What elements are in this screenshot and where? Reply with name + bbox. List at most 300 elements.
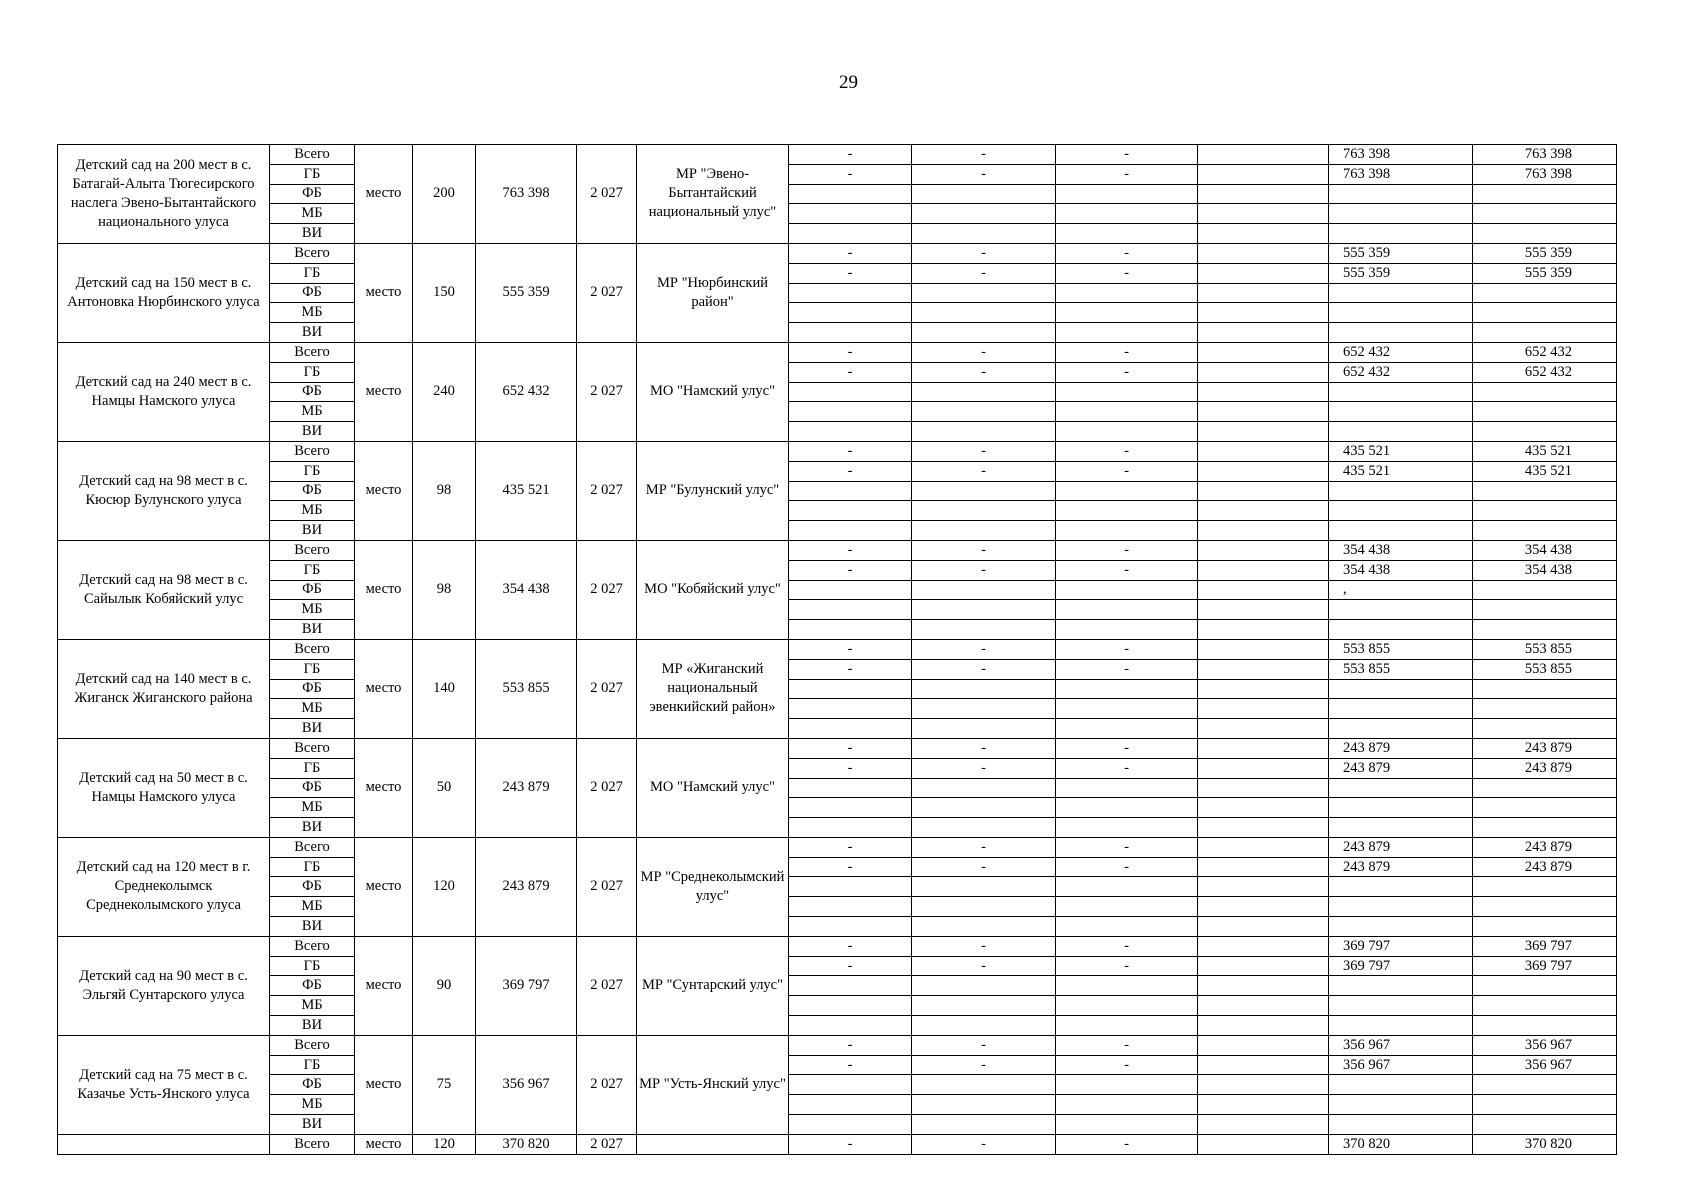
project-name: Детский сад на 140 мест в с. Жиганск Жиганского района bbox=[58, 639, 270, 738]
funding-source: Всего bbox=[270, 243, 355, 263]
value-cell bbox=[912, 402, 1056, 422]
value-cell: 356 967 bbox=[1329, 1055, 1473, 1075]
unit: место bbox=[355, 1134, 413, 1154]
value-cell bbox=[1198, 1134, 1329, 1154]
funding-source: МБ bbox=[270, 303, 355, 323]
funding-source: ГБ bbox=[270, 164, 355, 184]
value-cell bbox=[1056, 521, 1198, 541]
value-cell: - bbox=[789, 936, 912, 956]
value-cell: 370 820 bbox=[1473, 1134, 1617, 1154]
value-cell bbox=[1056, 382, 1198, 402]
value-cell: 763 398 bbox=[1473, 145, 1617, 165]
table-row bbox=[58, 362, 1617, 382]
value-cell bbox=[1198, 837, 1329, 857]
value-cell: - bbox=[912, 461, 1056, 481]
year: 2 027 bbox=[577, 342, 637, 441]
value-cell: 763 398 bbox=[1329, 164, 1473, 184]
value-cell bbox=[912, 323, 1056, 343]
value-cell bbox=[789, 719, 912, 739]
table-row bbox=[58, 600, 1617, 620]
table-row bbox=[58, 481, 1617, 501]
value-cell: 356 967 bbox=[1473, 1055, 1617, 1075]
value-cell: 243 879 bbox=[1473, 758, 1617, 778]
table-row bbox=[58, 283, 1617, 303]
capacity: 120 bbox=[413, 837, 476, 936]
value-cell: - bbox=[1056, 659, 1198, 679]
value-cell bbox=[789, 699, 912, 719]
value-cell: - bbox=[1056, 956, 1198, 976]
cost: 553 855 bbox=[476, 639, 577, 738]
value-cell bbox=[1473, 283, 1617, 303]
value-cell: - bbox=[912, 936, 1056, 956]
value-cell bbox=[789, 798, 912, 818]
table-row bbox=[58, 303, 1617, 323]
value-cell bbox=[1198, 1055, 1329, 1075]
table-row bbox=[58, 461, 1617, 481]
value-cell: 652 432 bbox=[1329, 342, 1473, 362]
value-cell bbox=[1056, 996, 1198, 1016]
value-cell bbox=[912, 996, 1056, 1016]
project-name: Детский сад на 240 мест в с. Намцы Намского улуса bbox=[58, 342, 270, 441]
value-cell bbox=[1198, 996, 1329, 1016]
value-cell bbox=[1329, 323, 1473, 343]
value-cell bbox=[1198, 540, 1329, 560]
value-cell: 356 967 bbox=[1329, 1035, 1473, 1055]
table-row bbox=[58, 204, 1617, 224]
value-cell bbox=[912, 283, 1056, 303]
value-cell bbox=[1329, 917, 1473, 937]
value-cell bbox=[1198, 501, 1329, 521]
value-cell bbox=[1198, 263, 1329, 283]
value-cell: 652 432 bbox=[1329, 362, 1473, 382]
value-cell: 369 797 bbox=[1329, 956, 1473, 976]
value-cell bbox=[789, 303, 912, 323]
table-row bbox=[58, 639, 1617, 659]
value-cell bbox=[1198, 441, 1329, 461]
value-cell bbox=[1198, 481, 1329, 501]
value-cell bbox=[912, 580, 1056, 600]
year: 2 027 bbox=[577, 837, 637, 936]
value-cell bbox=[1198, 402, 1329, 422]
value-cell bbox=[789, 283, 912, 303]
funding-source: ГБ bbox=[270, 461, 355, 481]
funding-source: ГБ bbox=[270, 956, 355, 976]
value-cell bbox=[789, 184, 912, 204]
value-cell bbox=[1329, 778, 1473, 798]
value-cell: 555 359 bbox=[1329, 243, 1473, 263]
funding-source: ФБ bbox=[270, 382, 355, 402]
table-row bbox=[58, 1016, 1617, 1036]
value-cell bbox=[1329, 699, 1473, 719]
table-row bbox=[58, 699, 1617, 719]
table-row bbox=[58, 956, 1617, 976]
table-row bbox=[58, 1035, 1617, 1055]
funding-source: ГБ bbox=[270, 857, 355, 877]
project-name: Детский сад на 98 мест в с. Сайылык Кобяйский улус bbox=[58, 540, 270, 639]
value-cell: 356 967 bbox=[1473, 1035, 1617, 1055]
cost: 652 432 bbox=[476, 342, 577, 441]
value-cell: - bbox=[912, 362, 1056, 382]
value-cell bbox=[1198, 719, 1329, 739]
value-cell bbox=[1056, 1075, 1198, 1095]
cost: 555 359 bbox=[476, 243, 577, 342]
value-cell bbox=[1056, 184, 1198, 204]
table-row bbox=[58, 382, 1617, 402]
value-cell bbox=[1198, 204, 1329, 224]
capacity: 98 bbox=[413, 540, 476, 639]
value-cell: - bbox=[1056, 1055, 1198, 1075]
value-cell bbox=[789, 996, 912, 1016]
table-row-total bbox=[58, 1134, 1617, 1154]
value-cell: - bbox=[912, 659, 1056, 679]
municipality: МР "Булунский улус" bbox=[637, 441, 789, 540]
unit: место bbox=[355, 243, 413, 342]
municipality: МР "Нюрбинский район" bbox=[637, 243, 789, 342]
value-cell: 553 855 bbox=[1329, 639, 1473, 659]
value-cell: - bbox=[1056, 342, 1198, 362]
funding-source: ГБ bbox=[270, 659, 355, 679]
value-cell bbox=[1473, 481, 1617, 501]
capacity: 98 bbox=[413, 441, 476, 540]
unit: место bbox=[355, 837, 413, 936]
value-cell bbox=[912, 818, 1056, 838]
funding-source: ФБ bbox=[270, 976, 355, 996]
value-cell: 354 438 bbox=[1329, 560, 1473, 580]
table-row bbox=[58, 897, 1617, 917]
year: 2 027 bbox=[577, 639, 637, 738]
cost: 435 521 bbox=[476, 441, 577, 540]
value-cell bbox=[1198, 342, 1329, 362]
value-cell: 243 879 bbox=[1473, 738, 1617, 758]
value-cell bbox=[1056, 323, 1198, 343]
value-cell: - bbox=[789, 164, 912, 184]
value-cell bbox=[1056, 620, 1198, 640]
funding-source: ГБ bbox=[270, 560, 355, 580]
capacity: 120 bbox=[413, 1134, 476, 1154]
funding-source: МБ bbox=[270, 402, 355, 422]
value-cell bbox=[1329, 481, 1473, 501]
cost: 243 879 bbox=[476, 738, 577, 837]
value-cell: - bbox=[789, 837, 912, 857]
value-cell bbox=[1198, 600, 1329, 620]
value-cell bbox=[1473, 422, 1617, 442]
year: 2 027 bbox=[577, 145, 637, 244]
value-cell bbox=[1329, 402, 1473, 422]
value-cell: , bbox=[1329, 580, 1473, 600]
year: 2 027 bbox=[577, 738, 637, 837]
value-cell bbox=[1198, 818, 1329, 838]
value-cell bbox=[789, 501, 912, 521]
value-cell bbox=[1056, 1095, 1198, 1115]
value-cell: - bbox=[912, 837, 1056, 857]
funding-source: ВИ bbox=[270, 422, 355, 442]
funding-source: ФБ bbox=[270, 481, 355, 501]
value-cell bbox=[789, 521, 912, 541]
value-cell bbox=[912, 1115, 1056, 1135]
capacity: 240 bbox=[413, 342, 476, 441]
value-cell bbox=[1056, 897, 1198, 917]
value-cell bbox=[1198, 758, 1329, 778]
value-cell: - bbox=[912, 164, 1056, 184]
value-cell bbox=[1329, 283, 1473, 303]
value-cell: - bbox=[1056, 540, 1198, 560]
value-cell bbox=[1198, 184, 1329, 204]
funding-source: МБ bbox=[270, 600, 355, 620]
unit: место bbox=[355, 540, 413, 639]
table-row bbox=[58, 996, 1617, 1016]
funding-source: ВИ bbox=[270, 917, 355, 937]
unit: место bbox=[355, 738, 413, 837]
project-name: Детский сад на 120 мест в г. Среднеколымск Среднеколымского улуса bbox=[58, 837, 270, 936]
cost: 354 438 bbox=[476, 540, 577, 639]
value-cell bbox=[1473, 897, 1617, 917]
year: 2 027 bbox=[577, 540, 637, 639]
year: 2 027 bbox=[577, 1134, 637, 1154]
funding-source: ФБ bbox=[270, 679, 355, 699]
value-cell: - bbox=[789, 362, 912, 382]
cost: 763 398 bbox=[476, 145, 577, 244]
funding-source: Всего bbox=[270, 1134, 355, 1154]
value-cell bbox=[1473, 600, 1617, 620]
project-name: Детский сад на 90 мест в с. Эльгяй Сунтарского улуса bbox=[58, 936, 270, 1035]
funding-source: МБ bbox=[270, 501, 355, 521]
value-cell bbox=[1473, 501, 1617, 521]
value-cell bbox=[912, 719, 1056, 739]
funding-source: Всего bbox=[270, 738, 355, 758]
value-cell bbox=[1198, 1035, 1329, 1055]
funding-source: МБ bbox=[270, 699, 355, 719]
funding-source: ВИ bbox=[270, 719, 355, 739]
municipality bbox=[637, 1134, 789, 1154]
value-cell bbox=[1473, 778, 1617, 798]
value-cell: - bbox=[789, 1035, 912, 1055]
table-row bbox=[58, 164, 1617, 184]
value-cell bbox=[1329, 501, 1473, 521]
table-row bbox=[58, 778, 1617, 798]
value-cell: 354 438 bbox=[1473, 560, 1617, 580]
funding-source: Всего bbox=[270, 837, 355, 857]
project-name: Детский сад на 98 мест в с. Кюсюр Булунского улуса bbox=[58, 441, 270, 540]
value-cell bbox=[1198, 738, 1329, 758]
value-cell: 369 797 bbox=[1473, 956, 1617, 976]
municipality: МО "Кобяйский улус" bbox=[637, 540, 789, 639]
value-cell: - bbox=[1056, 441, 1198, 461]
value-cell bbox=[1198, 243, 1329, 263]
value-cell bbox=[1056, 501, 1198, 521]
value-cell bbox=[1329, 1075, 1473, 1095]
table-row bbox=[58, 857, 1617, 877]
value-cell bbox=[789, 600, 912, 620]
value-cell: - bbox=[789, 461, 912, 481]
table-row bbox=[58, 342, 1617, 362]
value-cell bbox=[789, 1075, 912, 1095]
table-row bbox=[58, 1075, 1617, 1095]
table-row bbox=[58, 1095, 1617, 1115]
value-cell bbox=[1198, 164, 1329, 184]
value-cell bbox=[1056, 778, 1198, 798]
value-cell bbox=[912, 778, 1056, 798]
value-cell: 555 359 bbox=[1473, 263, 1617, 283]
table-row bbox=[58, 798, 1617, 818]
value-cell: - bbox=[1056, 243, 1198, 263]
value-cell bbox=[1056, 798, 1198, 818]
table-row bbox=[58, 818, 1617, 838]
municipality: МР "Усть-Янский улус" bbox=[637, 1035, 789, 1134]
value-cell: 652 432 bbox=[1473, 362, 1617, 382]
value-cell bbox=[1056, 877, 1198, 897]
value-cell: - bbox=[1056, 738, 1198, 758]
value-cell bbox=[912, 798, 1056, 818]
value-cell bbox=[1198, 323, 1329, 343]
project-name: Детский сад на 75 мест в с. Казачье Усть-Янского улуса bbox=[58, 1035, 270, 1134]
value-cell bbox=[912, 422, 1056, 442]
value-cell bbox=[1473, 323, 1617, 343]
funding-source: МБ bbox=[270, 204, 355, 224]
value-cell: 243 879 bbox=[1473, 857, 1617, 877]
value-cell bbox=[912, 1075, 1056, 1095]
value-cell: - bbox=[1056, 145, 1198, 165]
funding-source: ФБ bbox=[270, 778, 355, 798]
cost: 370 820 bbox=[476, 1134, 577, 1154]
value-cell bbox=[1056, 976, 1198, 996]
funding-source: ВИ bbox=[270, 818, 355, 838]
value-cell bbox=[1056, 402, 1198, 422]
value-cell bbox=[1329, 204, 1473, 224]
value-cell bbox=[912, 600, 1056, 620]
value-cell bbox=[1473, 1095, 1617, 1115]
capacity: 200 bbox=[413, 145, 476, 244]
value-cell bbox=[789, 481, 912, 501]
table-row bbox=[58, 560, 1617, 580]
funding-source: ГБ bbox=[270, 362, 355, 382]
value-cell bbox=[912, 1016, 1056, 1036]
value-cell bbox=[1473, 877, 1617, 897]
value-cell bbox=[1329, 184, 1473, 204]
table-row bbox=[58, 580, 1617, 600]
table-row bbox=[58, 540, 1617, 560]
value-cell bbox=[1056, 679, 1198, 699]
value-cell bbox=[912, 481, 1056, 501]
project-name bbox=[58, 1134, 270, 1154]
value-cell bbox=[912, 877, 1056, 897]
year: 2 027 bbox=[577, 243, 637, 342]
cost: 369 797 bbox=[476, 936, 577, 1035]
value-cell: - bbox=[912, 738, 1056, 758]
value-cell bbox=[1473, 699, 1617, 719]
value-cell bbox=[1056, 303, 1198, 323]
table-row bbox=[58, 422, 1617, 442]
year: 2 027 bbox=[577, 936, 637, 1035]
value-cell: - bbox=[789, 243, 912, 263]
value-cell bbox=[912, 521, 1056, 541]
value-cell bbox=[1329, 521, 1473, 541]
unit: место bbox=[355, 1035, 413, 1134]
unit: место bbox=[355, 639, 413, 738]
page-number: 29 bbox=[839, 72, 858, 93]
funding-source: МБ bbox=[270, 798, 355, 818]
value-cell: - bbox=[789, 857, 912, 877]
value-cell bbox=[1198, 877, 1329, 897]
table-row bbox=[58, 521, 1617, 541]
value-cell: - bbox=[1056, 1035, 1198, 1055]
table-body bbox=[58, 145, 1617, 1155]
cost: 356 967 bbox=[476, 1035, 577, 1134]
value-cell bbox=[789, 897, 912, 917]
funding-source: МБ bbox=[270, 996, 355, 1016]
value-cell: 354 438 bbox=[1473, 540, 1617, 560]
value-cell bbox=[789, 224, 912, 244]
value-cell bbox=[1198, 580, 1329, 600]
value-cell bbox=[1056, 1115, 1198, 1135]
value-cell bbox=[1329, 600, 1473, 620]
value-cell: - bbox=[912, 758, 1056, 778]
value-cell bbox=[1329, 620, 1473, 640]
value-cell bbox=[912, 382, 1056, 402]
value-cell: - bbox=[789, 1055, 912, 1075]
value-cell: 243 879 bbox=[1329, 738, 1473, 758]
value-cell bbox=[789, 778, 912, 798]
value-cell bbox=[789, 877, 912, 897]
value-cell bbox=[1056, 1016, 1198, 1036]
value-cell bbox=[789, 620, 912, 640]
value-cell: 370 820 bbox=[1329, 1134, 1473, 1154]
value-cell bbox=[1198, 283, 1329, 303]
value-cell bbox=[1198, 620, 1329, 640]
value-cell bbox=[1473, 303, 1617, 323]
unit: место bbox=[355, 936, 413, 1035]
value-cell bbox=[1198, 798, 1329, 818]
table-row bbox=[58, 976, 1617, 996]
value-cell: 555 359 bbox=[1473, 243, 1617, 263]
table-row bbox=[58, 243, 1617, 263]
funding-source: ФБ bbox=[270, 283, 355, 303]
value-cell bbox=[1056, 600, 1198, 620]
value-cell bbox=[1198, 917, 1329, 937]
value-cell: - bbox=[789, 560, 912, 580]
table-row bbox=[58, 659, 1617, 679]
value-cell bbox=[1198, 778, 1329, 798]
funding-source: ГБ bbox=[270, 758, 355, 778]
value-cell bbox=[1329, 422, 1473, 442]
funding-source: ФБ bbox=[270, 184, 355, 204]
table-row bbox=[58, 758, 1617, 778]
value-cell bbox=[1198, 857, 1329, 877]
funding-source: ВИ bbox=[270, 620, 355, 640]
value-cell: - bbox=[1056, 837, 1198, 857]
project-name: Детский сад на 150 мест в с. Антоновка Нюрбинского улуса bbox=[58, 243, 270, 342]
value-cell bbox=[912, 917, 1056, 937]
value-cell bbox=[789, 917, 912, 937]
value-cell: - bbox=[789, 758, 912, 778]
value-cell bbox=[1198, 1115, 1329, 1135]
value-cell: - bbox=[789, 738, 912, 758]
value-cell bbox=[789, 679, 912, 699]
value-cell bbox=[912, 699, 1056, 719]
value-cell bbox=[1198, 382, 1329, 402]
value-cell bbox=[1198, 145, 1329, 165]
value-cell bbox=[1056, 204, 1198, 224]
value-cell bbox=[1473, 798, 1617, 818]
funding-source: ФБ bbox=[270, 877, 355, 897]
funding-source: ГБ bbox=[270, 263, 355, 283]
value-cell bbox=[1198, 659, 1329, 679]
table-row bbox=[58, 184, 1617, 204]
value-cell: - bbox=[912, 540, 1056, 560]
value-cell bbox=[1056, 283, 1198, 303]
funding-source: ФБ bbox=[270, 580, 355, 600]
value-cell bbox=[1473, 818, 1617, 838]
value-cell bbox=[1198, 936, 1329, 956]
